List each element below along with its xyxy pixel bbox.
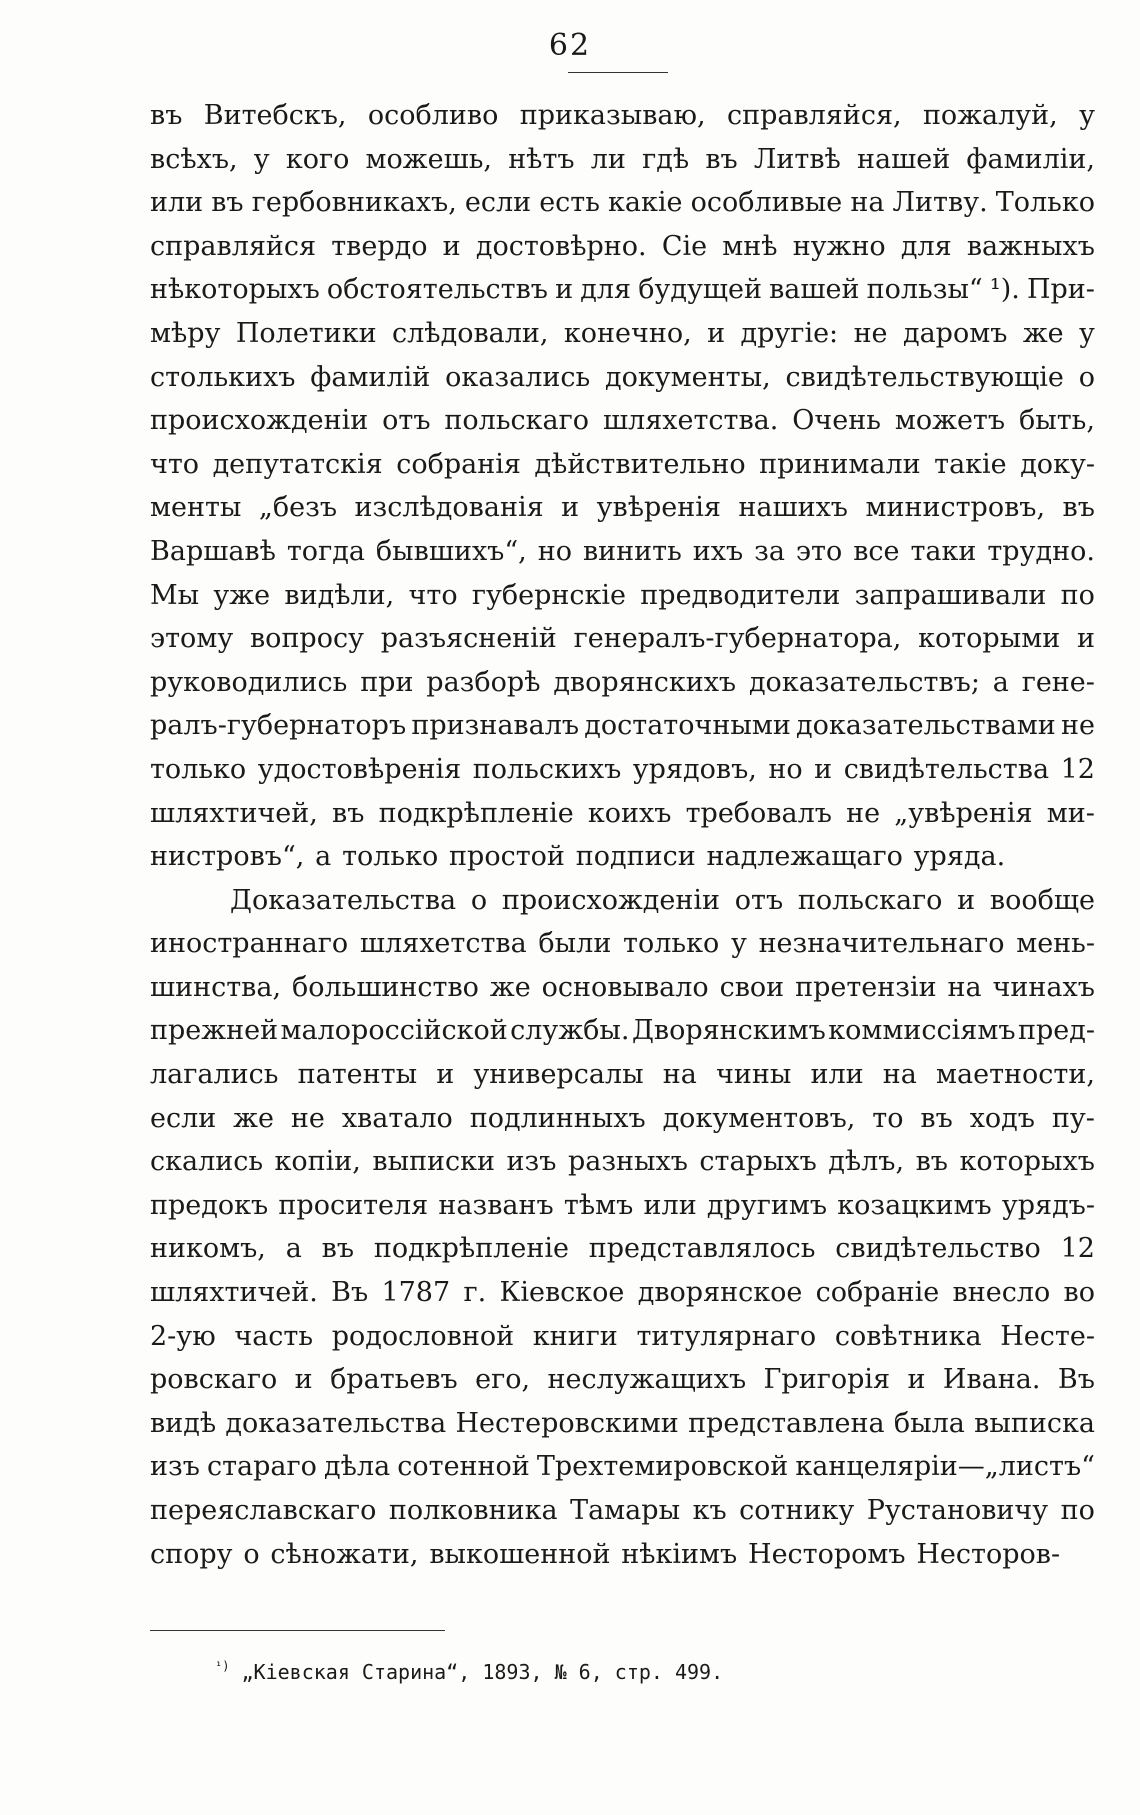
text-line: если же не хватало подлинныхъ документовъ, то въ ходъ пу- (150, 1102, 1095, 1134)
text-line: Доказательства о происхожденіи отъ польскаго и вообще (230, 884, 1095, 916)
text-line: изъ стараго дѣла сотенной Трехтемировской канцеляріи—„листъ“ (150, 1451, 1095, 1483)
text-line: мѣру Полетики слѣдовали, конечно, и другіе: не даромъ же у (150, 317, 1095, 349)
text-line: Варшавѣ тогда бывшихъ“, но винить ихъ за это все таки трудно. (150, 535, 1095, 567)
text-line: предокъ просителя названъ тѣмъ или другимъ козацкимъ урядъ- (150, 1189, 1095, 1221)
text-line: переяславскаго полковника Тамары къ сотнику Рустановичу по (150, 1495, 1095, 1526)
page-number: 62 (548, 28, 592, 63)
text-line: Мы уже видѣли, что губернскіе предводители запрашивали по (150, 579, 1095, 611)
text-line: прежней малороссійской службы. Дворянскимъ коммиссіямъ пред- (150, 1015, 1095, 1047)
text-line: столькихъ фамилій оказались документы, свидѣтельствующіе о (150, 361, 1095, 393)
text-line: менты „безъ изслѣдованія и увѣренія нашихъ министровъ, въ (150, 492, 1095, 524)
footnote-rule (150, 1630, 445, 1631)
text-line: или въ гербовникахъ, если есть какіе особливые на Литву. Только (150, 187, 1095, 219)
body-text (150, 94, 1095, 1576)
text-line: спору о сѣножати, выкошенной нѣкіимъ Несторомъ Несторов- (150, 1538, 1061, 1570)
text-line: видѣ доказательства Нестеровскими представлена была выписка (150, 1407, 1095, 1439)
text-line: ровскаго и братьевъ его, неслужащихъ Григорія и Ивана. Въ (150, 1364, 1095, 1396)
text-line: руководились при разборѣ дворянскихъ доказательствъ; а гене- (150, 666, 1095, 698)
footnote-text: „Кіевская Старина“, 1893, № 6, стр. 499. (241, 1660, 724, 1684)
text-line: нѣкоторыхъ обстоятельствъ и для будущей вашей пользы“ ¹). При- (150, 274, 1095, 306)
footnote-marker: ¹) (215, 1659, 230, 1673)
text-line: шляхтичей. Въ 1787 г. Кіевское дворянское собраніе внесло во (150, 1277, 1095, 1309)
text-line: что депутатскія собранія дѣйствительно принимали такіе доку- (150, 448, 1095, 480)
text-line: иностраннаго шляхетства были только у незначительнаго мень- (150, 928, 1095, 960)
text-line: только удостовѣренія польскихъ урядовъ, но и свидѣтельства 12 (150, 753, 1095, 785)
text-line: шляхтичей, въ подкрѣпленіе коихъ требовалъ не „увѣренія ми- (150, 797, 1095, 829)
text-line: 2-ую часть родословной книги титулярнаго совѣтника Несте- (150, 1320, 1095, 1352)
header-rule (568, 72, 668, 73)
text-line: въ Витебскъ, особливо приказываю, справляйся, пожалуй, у (150, 100, 1095, 131)
text-line: никомъ, а въ подкрѣпленіе представлялось свидѣтельство 12 (150, 1233, 1095, 1265)
text-line: скались копіи, выписки изъ разныхъ старыхъ дѣлъ, въ которыхъ (150, 1146, 1095, 1178)
text-line: справляйся твердо и достовѣрно. Сіе мнѣ нужно для важныхъ (150, 230, 1095, 262)
text-line: шинства, большинство же основывало свои претензіи на чинахъ (150, 971, 1095, 1003)
footnote (215, 1660, 723, 1684)
text-line: этому вопросу разъясненій генералъ-губернатора, которыми и (150, 623, 1095, 655)
text-line: нистровъ“, а только простой подписи надлежащаго уряда. (150, 841, 1006, 873)
text-line: лагались патенты и универсалы на чины или на маетности, (150, 1059, 1095, 1091)
text-line: всѣхъ, у кого можешь, нѣтъ ли гдѣ въ Литвѣ нашей фамиліи, (150, 143, 1095, 175)
text-line: происхожденіи отъ польскаго шляхетства. Очень можетъ быть, (150, 405, 1095, 437)
text-line: ралъ-губернаторъ признавалъ достаточными доказательствами не (150, 710, 1095, 742)
